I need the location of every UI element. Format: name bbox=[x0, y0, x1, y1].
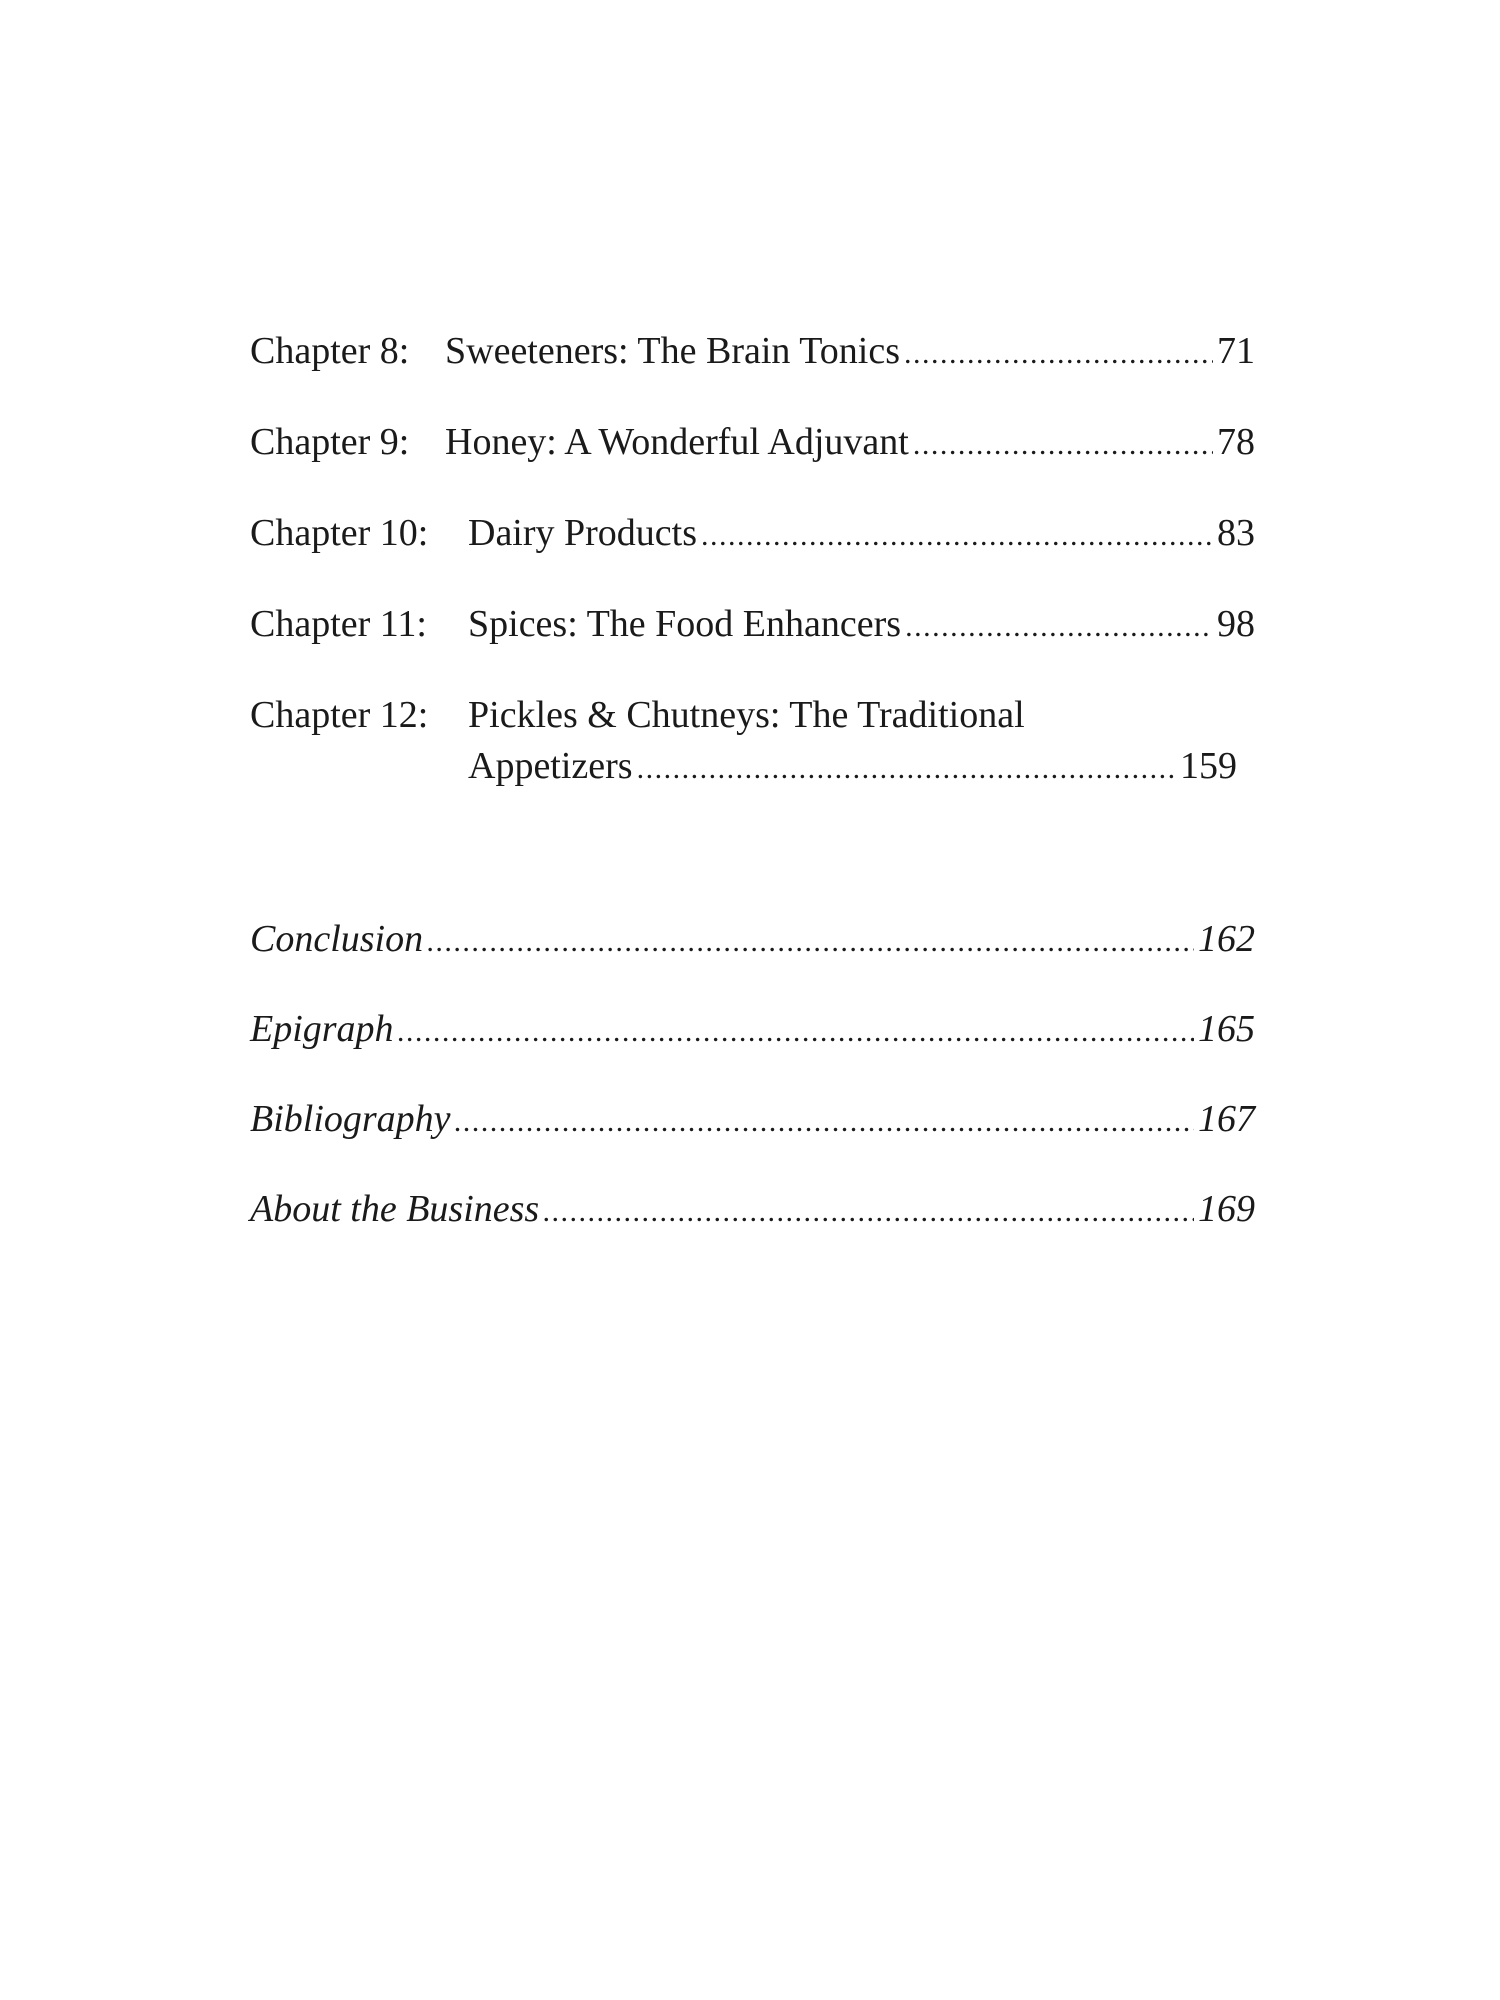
dot-leader bbox=[913, 422, 1213, 468]
chapter-label: Chapter 9: bbox=[250, 421, 410, 463]
dot-leader bbox=[637, 746, 1176, 792]
toc-entry-chapter-10[interactable] bbox=[250, 510, 1255, 559]
dot-leader bbox=[427, 919, 1194, 965]
toc-entry-about-the-business[interactable] bbox=[250, 1186, 1255, 1235]
chapter-label: Chapter 11: bbox=[250, 603, 427, 645]
page-number: 162 bbox=[1198, 918, 1255, 960]
dot-leader bbox=[398, 1009, 1194, 1055]
chapter-title: Sweeteners: The Brain Tonics bbox=[445, 330, 900, 372]
backmatter-list bbox=[250, 916, 1255, 1276]
toc-entry-chapter-12[interactable] bbox=[250, 692, 1255, 792]
dot-leader bbox=[543, 1189, 1194, 1235]
page-number: 159 bbox=[1180, 745, 1237, 787]
toc-entry-epigraph[interactable] bbox=[250, 1006, 1255, 1055]
chapter-title-line-2 bbox=[250, 743, 1255, 792]
chapter-title: Dairy Products bbox=[468, 512, 698, 554]
chapter-title-continued: Appetizers bbox=[468, 745, 633, 787]
chapter-title: Honey: A Wonderful Adjuvant bbox=[445, 421, 909, 463]
page-number: 71 bbox=[1217, 330, 1255, 372]
page-number: 165 bbox=[1198, 1008, 1255, 1050]
chapter-label: Chapter 8: bbox=[250, 330, 410, 372]
section-title: Epigraph bbox=[250, 1008, 394, 1050]
dot-leader bbox=[904, 331, 1213, 377]
chapter-title-line-1 bbox=[250, 692, 1255, 738]
chapter-label: Chapter 12: bbox=[250, 694, 429, 736]
dot-leader bbox=[455, 1099, 1194, 1145]
chapter-title: Pickles & Chutneys: The Traditional bbox=[468, 694, 1025, 736]
dot-leader bbox=[905, 604, 1213, 650]
chapter-list bbox=[250, 328, 1255, 834]
toc-entry-chapter-11[interactable] bbox=[250, 601, 1255, 650]
dot-leader bbox=[701, 513, 1213, 559]
chapter-title: Spices: The Food Enhancers bbox=[468, 603, 902, 645]
toc-entry-bibliography[interactable] bbox=[250, 1096, 1255, 1145]
page-number: 83 bbox=[1217, 512, 1255, 554]
toc-entry-chapter-9[interactable] bbox=[250, 419, 1255, 468]
page-number: 78 bbox=[1217, 421, 1255, 463]
toc-entry-conclusion[interactable] bbox=[250, 916, 1255, 965]
section-title: About the Business bbox=[250, 1188, 540, 1230]
page-number: 98 bbox=[1217, 603, 1255, 645]
chapter-label: Chapter 10: bbox=[250, 512, 429, 554]
page-number: 167 bbox=[1198, 1098, 1255, 1140]
toc-entry-chapter-8[interactable] bbox=[250, 328, 1255, 377]
section-title: Conclusion bbox=[250, 918, 424, 960]
page-number: 169 bbox=[1198, 1188, 1255, 1230]
section-title: Bibliography bbox=[250, 1098, 451, 1140]
